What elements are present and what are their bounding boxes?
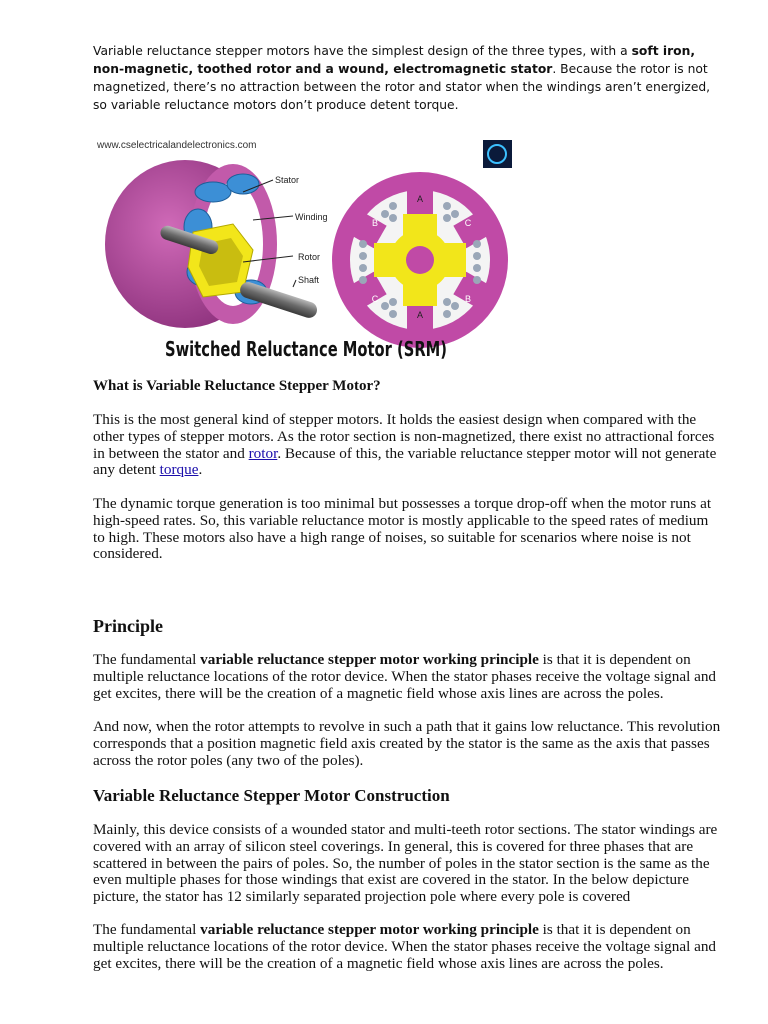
label-stator: Stator <box>275 175 300 185</box>
pole-c-right: C <box>464 218 472 228</box>
construction-p2-bold: variable reluctance stepper motor working principle <box>200 921 539 938</box>
intro-text-2: . Because the rotor is not magnetized, there’s no attraction between the rotor and stator when the windings aren’t energized, so variable reluctance motors don’t produce detent torque. <box>93 62 711 112</box>
srm-illustration <box>93 132 525 364</box>
torque-link[interactable]: torque <box>159 461 199 479</box>
construction-p2-text-a: The fundamental <box>93 921 201 938</box>
what-p1-text-b: . Because of this, the variable reluctance stepper motor will not generate any detent <box>93 444 717 479</box>
label-shaft: Shaft <box>298 275 320 285</box>
heading-what-is: What is Variable Reluctance Stepper Motor? <box>93 378 381 394</box>
intro-paragraph <box>93 42 723 114</box>
principle-paragraph-2: And now, when the rotor attempts to revolve in such a path that it gains low reluctance. This revolution corresponds that a position magnetic field axis created by the stator is the same as the axis that passes across the rotor poles (any two of the poles). <box>93 718 721 769</box>
construction-paragraph-1: Mainly, this device consists of a wounded stator and multi-teeth rotor sections. The stator windings are covered with an array of silicon steel coverings. In general, this is covered for three phases that are scattered in between the pairs of poles. So, the number of poles in the stator section is the same as the even multiple phases for those windings that exist are covered in the stator. In the below depicture picture, the stator has 12 similarly separated projection pole where every pole is covered <box>93 821 718 906</box>
principle-paragraph-1 <box>93 652 723 702</box>
what-paragraph-2: The dynamic torque generation is too minimal but possesses a torque drop-off when the motor runs at high-speed rates. So, this variable reluctance motor is mostly applicable to the speed rates of medium to high. These motors also have a high range of noises, so suitable for scenarios where noise is not considered. <box>93 495 712 563</box>
cross-section <box>332 172 508 348</box>
label-rotor: Rotor <box>298 252 321 262</box>
construction-p2-text-c: is that it is dependent on multiple reluctance locations of the rotor device. When the stator phases receive the voltage signal and get excites, there will be the creation of a magnetic field whose axis lines are across the poles. <box>93 921 717 972</box>
pole-b-right: B <box>464 294 472 304</box>
cs-logo <box>483 140 512 168</box>
intro-bold: soft iron, non-magnetic, toothed rotor and a wound, electromagnetic stator <box>93 44 696 76</box>
what-paragraph-1 <box>93 412 723 479</box>
what-p1-text-a: This is the most general kind of stepper motors. It holds the easiest design when compared with the other types of stepper motors. As the rotor section is non-magnetized, there exist no attractional forces in between the stator and <box>93 411 715 462</box>
motor-3d <box>105 160 319 328</box>
pole-b-left: B <box>371 218 379 228</box>
intro-text-1: Variable reluctance stepper motors have the simplest design of the three types, with a <box>93 44 632 58</box>
pole-c-left: C <box>371 294 379 304</box>
label-winding: Winding <box>295 212 328 222</box>
site-watermark: www.cselectricalandelectronics.com <box>97 140 257 151</box>
principle-p1-text-c: is that it is dependent on multiple reluctance locations of the rotor device. When the stator phases receive the voltage signal and get excites, there will be the creation of a magnetic field whose axis lines are across the poles. <box>93 651 717 702</box>
what-p1-text-c: . <box>198 461 203 479</box>
heading-principle: Principle <box>93 616 163 636</box>
srm-figure <box>93 132 525 364</box>
rotor-link[interactable]: rotor <box>248 444 278 462</box>
figure-caption: Switched Reluctance Motor (SRM) <box>165 337 447 361</box>
principle-p1-bold: variable reluctance stepper motor working principle <box>200 651 539 668</box>
heading-construction: Variable Reluctance Stepper Motor Construction <box>93 786 450 805</box>
pole-a-bottom: A <box>416 310 424 320</box>
principle-p1-text-a: The fundamental <box>93 651 201 668</box>
construction-paragraph-2 <box>93 922 723 972</box>
pole-a-top: A <box>416 194 424 204</box>
